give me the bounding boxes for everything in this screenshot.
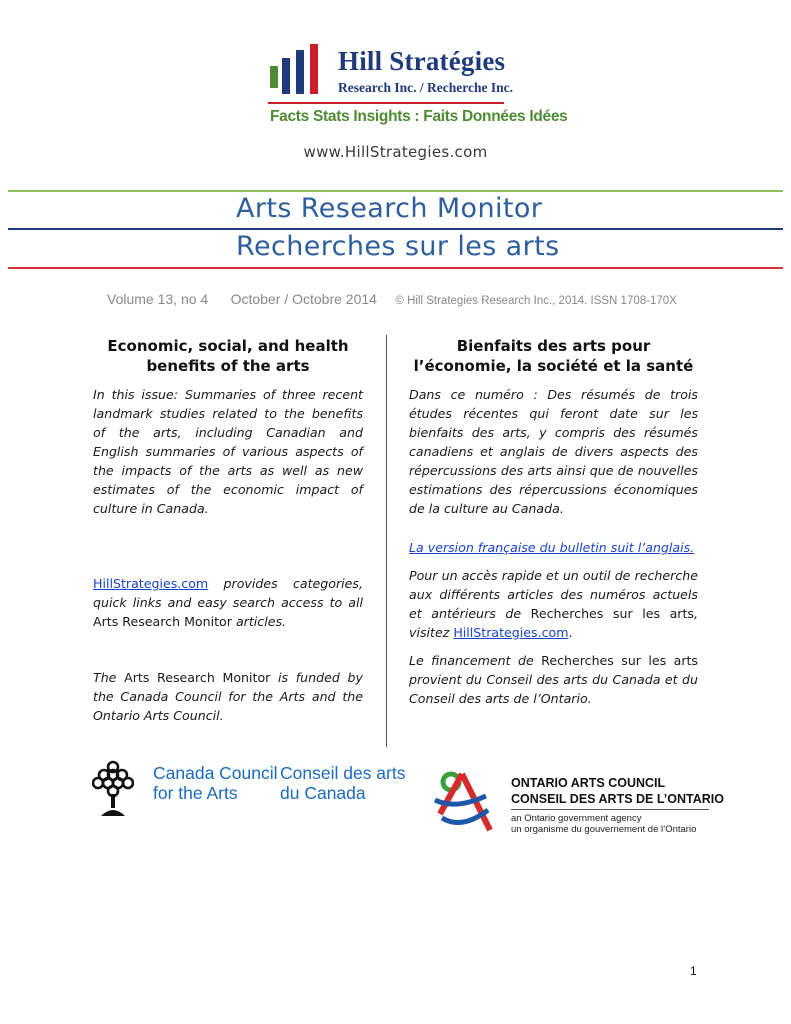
french-version-paragraph [409, 538, 698, 557]
column-english [93, 336, 363, 725]
canada-council-logo [92, 760, 406, 820]
hillstrategies-link[interactable]: HillStrategies.com [93, 576, 209, 591]
column-divider [386, 335, 387, 747]
funding-text-2: Arts Research Monitor [124, 670, 271, 685]
rule-navy [8, 228, 783, 230]
issue-copyright: © Hill Strategies Research Inc., 2014. ISSN 1708-170X [395, 295, 677, 307]
access-text-4: . [568, 625, 573, 640]
issue-info [107, 291, 711, 309]
hillstrategies-link-french[interactable]: HillStrategies.com [453, 625, 569, 640]
site-text-1: provides categories, quick links and easy search access to all [93, 576, 363, 610]
funding-fr-text-3: provient du Conseil des arts du Canada et du Conseil des arts de l’Ontario. [409, 672, 698, 706]
access-paragraph-french [409, 566, 698, 642]
logo-subtitle: Research Inc. / Recherche Inc. [338, 80, 513, 95]
funding-fr-text-1: Le financement de [409, 653, 542, 668]
oac-name-french: CONSEIL DES ARTS DE L’ONTARIO [511, 792, 724, 806]
logo-bar-navy-short [282, 58, 290, 94]
access-text-1: Pour un accès rapide et un outil de recherche aux différents articles des numéros actuels et antérieurs de [409, 568, 698, 621]
oac-name-english: ONTARIO ARTS COUNCIL [511, 776, 666, 790]
ccfa-english-line-1: Canada Council [153, 763, 278, 783]
ccfa-english-line-2: for the Arts [153, 783, 238, 803]
access-text-2: Recherches sur les arts [530, 606, 694, 621]
issue-volume: Volume 13, no 4 [107, 291, 209, 307]
site-paragraph-english [93, 574, 363, 631]
logo-bar-red [310, 44, 318, 94]
funding-text-1: The [93, 670, 125, 685]
rule-green [8, 190, 783, 192]
oac-rule [511, 809, 709, 810]
logo-rule [268, 102, 504, 104]
site-text-3: articles. [231, 614, 287, 629]
oac-agency-english: an Ontario government agency [511, 813, 642, 824]
website-url[interactable]: www.HillStrategies.com [303, 143, 488, 161]
issue-date: October / Octobre 2014 [230, 291, 377, 307]
intro-french: Dans ce numéro : Des résumés de trois études récentes qui feront date sur les bienfaits des arts, y compris des résumés canadiens et anglais de divers aspects des répercussions des arts ainsi que de nouvelles estimations des répercussions économiques de la culture au Canada. [409, 387, 698, 516]
intro-english: In this issue: Summaries of three recent landmark studies related to the benefits of the arts, including Canadian and English summaries of various aspects of the impacts of the arts as well as new estimates of the economic impact of culture in Canada. [93, 387, 363, 516]
logo-bar-navy-tall [296, 50, 304, 94]
ccfa-french-line-1: Conseil des arts [280, 763, 406, 783]
site-text-2: Arts Research Monitor [93, 614, 232, 629]
funding-fr-text-2: Recherches sur les arts [541, 653, 698, 668]
rule-red [8, 267, 783, 269]
funding-paragraph-french [409, 651, 698, 708]
logo-bar-green [270, 66, 278, 88]
canada-council-emblem-icon [92, 760, 134, 820]
logo-name: Hill Stratégies [338, 46, 506, 76]
oac-emblem-icon [430, 770, 504, 836]
heading-english: Economic, social, and health benefits of the arts [107, 337, 349, 375]
column-french [409, 336, 698, 708]
ccfa-french-line-2: du Canada [280, 783, 366, 803]
page-number: 1 [690, 964, 697, 978]
logo-tagline: Facts Stats Insights : Faits Données Idées [270, 108, 568, 125]
hill-strategies-logo [268, 44, 568, 134]
ontario-arts-council-logo [430, 770, 730, 840]
title-english: Arts Research Monitor [236, 193, 543, 224]
funding-paragraph-english [93, 668, 363, 725]
funding-text-3: is funded by the Canada Council for the Arts and the Ontario Arts Council. [93, 670, 363, 723]
access-text-3: , visitez [409, 606, 698, 640]
heading-french: Bienfaits des arts pour l’économie, la société et la santé [413, 337, 694, 375]
french-version-link[interactable]: La version française du bulletin suit l’anglais. [409, 540, 695, 555]
oac-agency-french: un organisme du gouvernement de l’Ontario [511, 824, 697, 835]
title-french: Recherches sur les arts [236, 231, 560, 262]
